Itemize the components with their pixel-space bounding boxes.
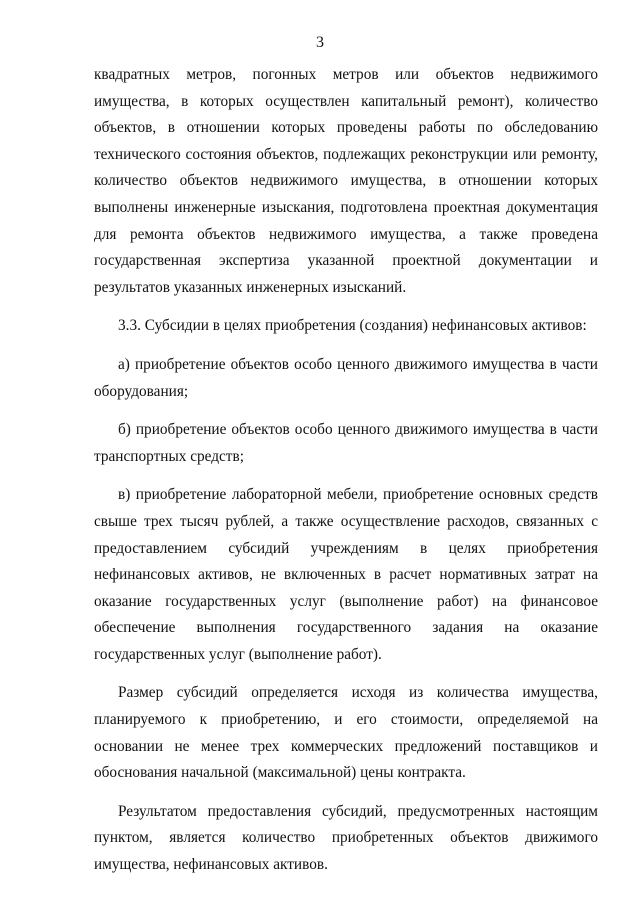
page-number: 3 xyxy=(316,34,324,51)
paragraph-item-b: б) приобретение объектов особо ценного движимого имущества в части транспортных средств; xyxy=(94,421,598,465)
paragraph-item-a: а) приобретение объектов особо ценного движимого имущества в части оборудования; xyxy=(94,355,598,400)
paragraph-subsidy-size: Размер субсидий определяется исходя из количества имущества, планируемого к приобретению, и его стоимости, определяемой на основании не менее трех коммерческих предложений поставщиков и обоснования начальной (максимальной) цены контракта. xyxy=(94,684,598,782)
paragraph-subsidy-result: Результатом предоставления субсидий, предусмотренных настоящим пунктом, является количество приобретенных объектов движимого имущества, нефинансовых активов. xyxy=(94,802,598,874)
paragraph-item-v: в) приобретение лабораторной мебели, приобретение основных средств свыше трех тысяч рублей, а также осуществление расходов, связанных с предоставлением субсидий учреждениям в целях приобретения нефинансовых активов, не включенных в расчет нормативных затрат на оказание государственных услуг (выполнение работ) на финансовое обеспечение выполнения государственного задания на оказание государственных услуг (выполнение работ). xyxy=(94,486,598,663)
document-body xyxy=(94,62,598,879)
paragraph-section-3-3: 3.3. Субсидии в целях приобретения (создания) нефинансовых активов: xyxy=(118,317,587,335)
paragraph-continuation: квадратных метров, погонных метров или объектов недвижимого имущества, в которых осуществлен капитальный ремонт), количество объектов, в отношении которых проведены работы по обследованию технического состояния объектов, подлежащих реконструкции или ремонту, количество объектов недвижимого имущества, в отношении которых выполнены инженерные изыскания, подготовлена проектная документация для ремонта объектов недвижимого имущества, а также проведена государственная экспертиза указанной проектной документации и результатов указанных инженерных изысканий. xyxy=(94,66,598,296)
